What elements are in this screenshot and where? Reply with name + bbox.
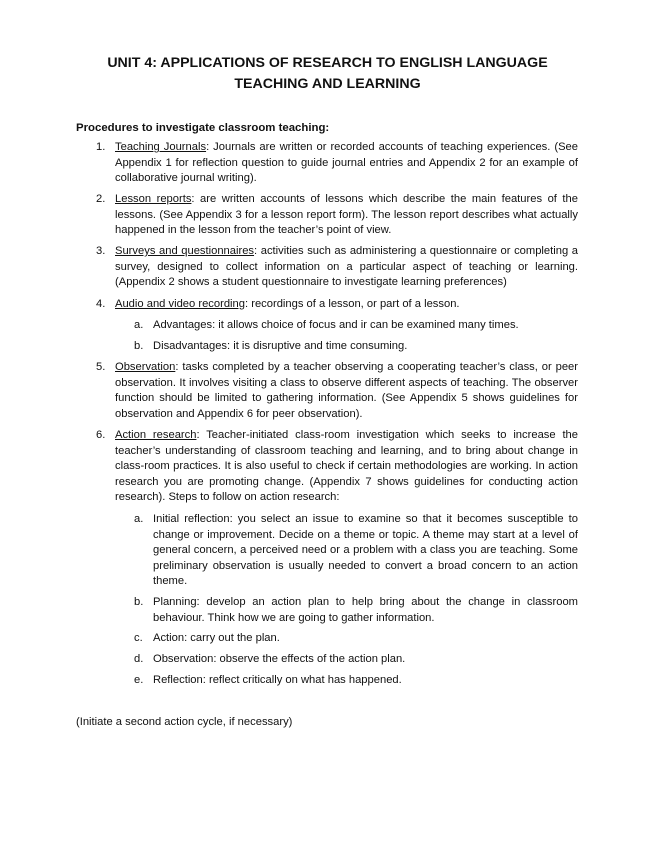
list-item-surveys [96, 244, 578, 291]
sub-item-letter: b. [134, 340, 144, 352]
list-item-audio-video [96, 297, 578, 313]
list-item-action-research [96, 428, 578, 506]
page-title [60, 53, 595, 95]
sub-item-action [134, 631, 578, 647]
sub-item-text: Observation: observe the effects of the action plan. [153, 653, 406, 665]
sub-item-text: Initial reflection: you select an issue to examine so that it becomes susceptible to change or improvement. Decide on a theme or topic. A theme may start at a level of general concern, a perceived need or a problem with a class you are teaching. Some preliminary observation is usually needed to convert a broad concern to an action theme. [153, 513, 578, 588]
footer-note: (Initiate a second action cycle, if necessary) [76, 716, 293, 728]
item-number: 5. [96, 361, 106, 373]
sub-item-letter: a. [134, 319, 144, 331]
list-item-lesson-reports [96, 192, 578, 239]
sub-item-initial-reflection [134, 512, 578, 590]
item-term: Observation [115, 361, 176, 373]
title-line-2: TEACHING AND LEARNING [234, 76, 421, 92]
item-text: : tasks completed by a teacher observing a cooperating teacher’s class, or peer observation. It involves visiting a class to observe different aspects of teaching. The observer function should be limited to gathering information. (See Appendix 5 shows guidelines for observation and Appendix 6 for peer observation). [115, 361, 578, 420]
sub-item-text: Advantages: it allows choice of focus and ir can be examined many times. [153, 319, 519, 331]
item-number: 3. [96, 245, 106, 257]
sub-item-letter: e. [134, 674, 144, 686]
sub-item-letter: c. [134, 632, 143, 644]
item-term: Surveys and questionnaires [115, 245, 255, 257]
item-text: : Journals are written or recorded accounts of teaching experiences. (See Appendix 1 for reflection question to guide journal entries and Appendix 2 for an example of collaborative journal writing). [115, 141, 578, 185]
item-text: : Teacher-initiated class-room investigation which seeks to increase the teacher’s understanding of classroom teaching and learning, and to bring about change in class-room practices. It is also useful to check if certain methodologies are working. In action research you are promoting change. (Appendix 7 shows guidelines for conducting action research). Steps to follow on action research: [115, 429, 578, 504]
section-heading: Procedures to investigate classroom teaching: [76, 122, 330, 134]
item-number: 6. [96, 429, 106, 441]
item-number: 4. [96, 298, 106, 310]
sub-item-text: Planning: develop an action plan to help bring about the change in classroom behaviour. Think how we are going to gather information. [153, 596, 578, 624]
item-term: Lesson reports [115, 193, 192, 205]
sub-item-disadvantages [134, 339, 578, 355]
item-text: : activities such as administering a questionnaire or completing a survey, designed to collect information on a particular aspect of teaching or learning. (Appendix 2 shows a student questionnaire to investigate learning preferences) [115, 245, 578, 289]
item-term: Audio and video recording [115, 298, 245, 310]
item-term: Action research [115, 429, 197, 441]
item-term: Teaching Journals [115, 141, 207, 153]
item-number: 2. [96, 193, 106, 205]
item-text: : recordings of a lesson, or part of a lesson. [245, 298, 460, 310]
sub-item-text: Action: carry out the plan. [153, 632, 280, 644]
sub-item-planning [134, 595, 578, 626]
sub-item-letter: d. [134, 653, 144, 665]
title-line-1: UNIT 4: APPLICATIONS OF RESEARCH TO ENGLISH LANGUAGE [107, 55, 548, 71]
sub-item-text: Disadvantages: it is disruptive and time consuming. [153, 340, 408, 352]
sub-item-letter: b. [134, 596, 144, 608]
sub-item-observation [134, 652, 578, 668]
item-number: 1. [96, 141, 106, 153]
sub-item-advantages [134, 318, 578, 334]
sub-item-text: Reflection: reflect critically on what has happened. [153, 674, 402, 686]
sub-item-letter: a. [134, 513, 144, 525]
item-text: : are written accounts of lessons which describe the main features of the lessons. (See Appendix 3 for a lesson report form). The lesson report describes what actually happened in the lesson from the teacher’s point of view. [115, 193, 578, 237]
list-item-teaching-journals [96, 140, 578, 187]
list-item-observation [96, 360, 578, 422]
sub-item-reflection [134, 673, 578, 689]
